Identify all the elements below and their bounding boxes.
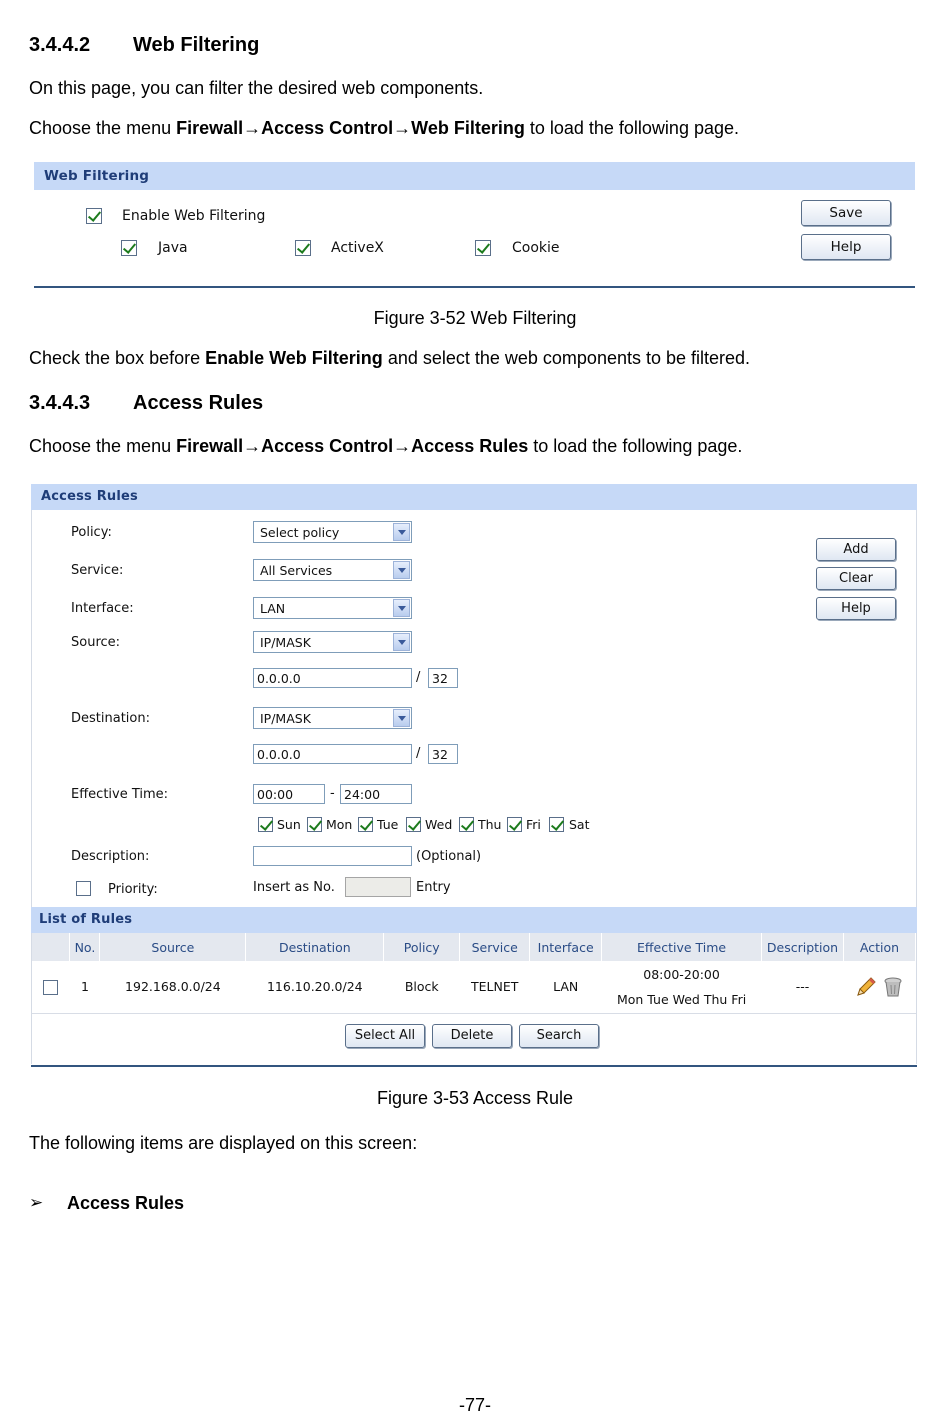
policy-label: Policy: <box>71 525 112 540</box>
column-header: Source <box>100 933 246 961</box>
rules-table <box>32 933 916 1014</box>
time-start-input[interactable]: 00:00 <box>253 784 325 804</box>
effective-time-label: Effective Time: <box>71 787 169 802</box>
day-checkbox-tue[interactable] <box>358 817 373 832</box>
day-label: Mon <box>326 817 353 832</box>
priority-checkbox[interactable] <box>76 881 91 896</box>
optional-hint: (Optional) <box>416 849 482 864</box>
row-select-cell <box>32 961 70 1013</box>
delete-button[interactable]: Delete <box>432 1024 512 1048</box>
panel-title: Access Rules <box>41 489 138 504</box>
menu-item: Access Control <box>261 118 394 138</box>
activex-checkbox[interactable] <box>295 240 311 256</box>
time-dash: - <box>330 786 335 801</box>
bold-term: Enable Web Filtering <box>205 348 383 368</box>
menu-item: Access Control <box>261 436 394 456</box>
delete-trash-icon[interactable] <box>883 976 903 998</box>
column-header: Description <box>761 933 843 961</box>
day-checkbox-sun[interactable] <box>258 817 273 832</box>
policy-value: Select policy <box>260 525 340 540</box>
add-button[interactable]: Add <box>816 538 896 561</box>
service-label: Service: <box>71 563 124 578</box>
text: to load the following page. <box>528 436 743 456</box>
insert-as-label: Insert as No. <box>253 880 335 895</box>
menu-item: Firewall <box>176 118 244 138</box>
activex-label: ActiveX <box>331 240 384 256</box>
chevron-down-icon <box>393 523 410 541</box>
list-title: List of Rules <box>39 912 133 927</box>
time-range: 08:00-20:00 <box>643 966 720 982</box>
arrow: → <box>393 436 412 456</box>
panel-title: Web Filtering <box>44 168 150 184</box>
section-number: 3.4.4.2 <box>29 34 91 56</box>
column-header: Effective Time <box>602 933 762 961</box>
service-select[interactable] <box>253 559 412 581</box>
figure-caption: Figure 3-53 Access Rule <box>376 1088 574 1108</box>
arrow: → <box>243 436 262 456</box>
service-value: All Services <box>260 563 333 578</box>
text: Check the box before <box>29 348 206 368</box>
section-title: Access Rules <box>133 392 264 414</box>
entry-label: Entry <box>416 880 451 895</box>
table-cell: TELNET <box>460 961 530 1013</box>
column-header: Service <box>460 933 530 961</box>
section-title: Web Filtering <box>133 34 260 56</box>
day-checkbox-wed[interactable] <box>406 817 421 832</box>
menu-item: Web Filtering <box>411 118 525 138</box>
source-type-value: IP/MASK <box>260 635 311 650</box>
effective-time-cell <box>602 961 762 1013</box>
table-cell: LAN <box>530 961 602 1013</box>
source-mask-input[interactable]: 32 <box>428 668 458 688</box>
table-cell: Block <box>384 961 460 1013</box>
web-filtering-panel-header <box>34 162 915 190</box>
time-days: Mon Tue Wed Thu Fri <box>616 991 747 1007</box>
save-button[interactable]: Save <box>801 200 891 226</box>
day-label: Thu <box>478 817 502 832</box>
table-cell: 1 <box>70 961 100 1013</box>
table-header-row <box>32 933 916 961</box>
list-of-rules-header <box>31 907 917 933</box>
java-label: Java <box>158 240 188 256</box>
slash-separator: / <box>416 746 421 761</box>
day-label: Sat <box>569 817 590 832</box>
chevron-down-icon <box>393 599 410 617</box>
figure-caption: Figure 3-52 Web Filtering <box>373 308 577 328</box>
description-label: Description: <box>71 849 150 864</box>
policy-select[interactable] <box>253 521 412 543</box>
destination-type-select[interactable] <box>253 707 412 729</box>
access-rules-panel-header <box>31 484 917 510</box>
panel-bottom-rule <box>34 286 915 288</box>
text: to load the following page. <box>524 118 739 138</box>
menu-item: Access Rules <box>411 436 529 456</box>
day-checkbox-fri[interactable] <box>507 817 522 832</box>
edit-pencil-icon[interactable] <box>855 976 877 998</box>
java-checkbox[interactable] <box>121 240 137 256</box>
cookie-checkbox[interactable] <box>475 240 491 256</box>
panel-bottom-rule <box>31 1065 917 1067</box>
help-button[interactable]: Help <box>801 234 891 260</box>
instruction-paragraph <box>29 348 750 369</box>
section-number: 3.4.4.3 <box>29 392 91 414</box>
enable-web-filtering-checkbox[interactable] <box>86 208 102 224</box>
row-checkbox[interactable] <box>43 980 58 995</box>
clear-button[interactable]: Clear <box>816 567 896 590</box>
column-header: Interface <box>530 933 602 961</box>
day-checkbox-thu[interactable] <box>459 817 474 832</box>
day-label: Wed <box>425 817 453 832</box>
menu-path-paragraph <box>29 118 739 139</box>
day-label: Sun <box>277 817 301 832</box>
interface-select[interactable] <box>253 597 412 619</box>
bullet-marker-icon: ➢ <box>29 1193 44 1212</box>
destination-label: Destination: <box>71 711 150 726</box>
priority-number-input[interactable] <box>345 877 411 897</box>
description-input[interactable] <box>253 846 412 866</box>
search-button[interactable]: Search <box>519 1024 599 1048</box>
table-row <box>32 961 916 1013</box>
bullet-heading: Access Rules <box>67 1193 185 1213</box>
arrow: → <box>243 118 262 138</box>
cookie-label: Cookie <box>512 240 560 256</box>
menu-path-paragraph <box>29 436 742 457</box>
page-number: -77- <box>458 1395 491 1412</box>
action-cell <box>843 961 915 1013</box>
chevron-down-icon <box>393 633 410 651</box>
slash-separator: / <box>416 670 421 685</box>
interface-value: LAN <box>260 601 286 616</box>
table-cell: 192.168.0.0/24 <box>100 961 246 1013</box>
source-ip-input[interactable]: 0.0.0.0 <box>253 668 412 688</box>
interface-label: Interface: <box>71 601 134 616</box>
text: Choose the menu <box>29 118 177 138</box>
chevron-down-icon <box>393 709 410 727</box>
destination-mask-input[interactable]: 32 <box>428 744 458 764</box>
arrow: → <box>393 118 412 138</box>
help-button[interactable]: Help <box>816 597 896 620</box>
column-header: Action <box>843 933 915 961</box>
column-header-select <box>32 933 70 961</box>
table-cell: 116.10.20.0/24 <box>246 961 384 1013</box>
day-checkbox-mon[interactable] <box>307 817 322 832</box>
column-header: Policy <box>384 933 460 961</box>
source-type-select[interactable] <box>253 631 412 653</box>
day-label: Fri <box>526 817 541 832</box>
destination-type-value: IP/MASK <box>260 711 311 726</box>
time-end-input[interactable]: 24:00 <box>340 784 412 804</box>
intro-paragraph: On this page, you can filter the desired web components. <box>29 78 484 98</box>
items-paragraph: The following items are displayed on this screen: <box>29 1133 418 1153</box>
text: Choose the menu <box>29 436 177 456</box>
destination-ip-input[interactable]: 0.0.0.0 <box>253 744 412 764</box>
priority-label: Priority: <box>108 882 158 897</box>
day-label: Tue <box>377 817 399 832</box>
table-cell: --- <box>761 961 843 1013</box>
text: and select the web components to be filtered. <box>382 348 751 368</box>
day-checkbox-sat[interactable] <box>549 817 564 832</box>
source-label: Source: <box>71 635 121 650</box>
chevron-down-icon <box>393 561 410 579</box>
enable-web-filtering-label: Enable Web Filtering <box>122 208 266 224</box>
column-header: No. <box>70 933 100 961</box>
menu-item: Firewall <box>176 436 244 456</box>
column-header: Destination <box>246 933 384 961</box>
select-all-button[interactable]: Select All <box>345 1024 425 1048</box>
